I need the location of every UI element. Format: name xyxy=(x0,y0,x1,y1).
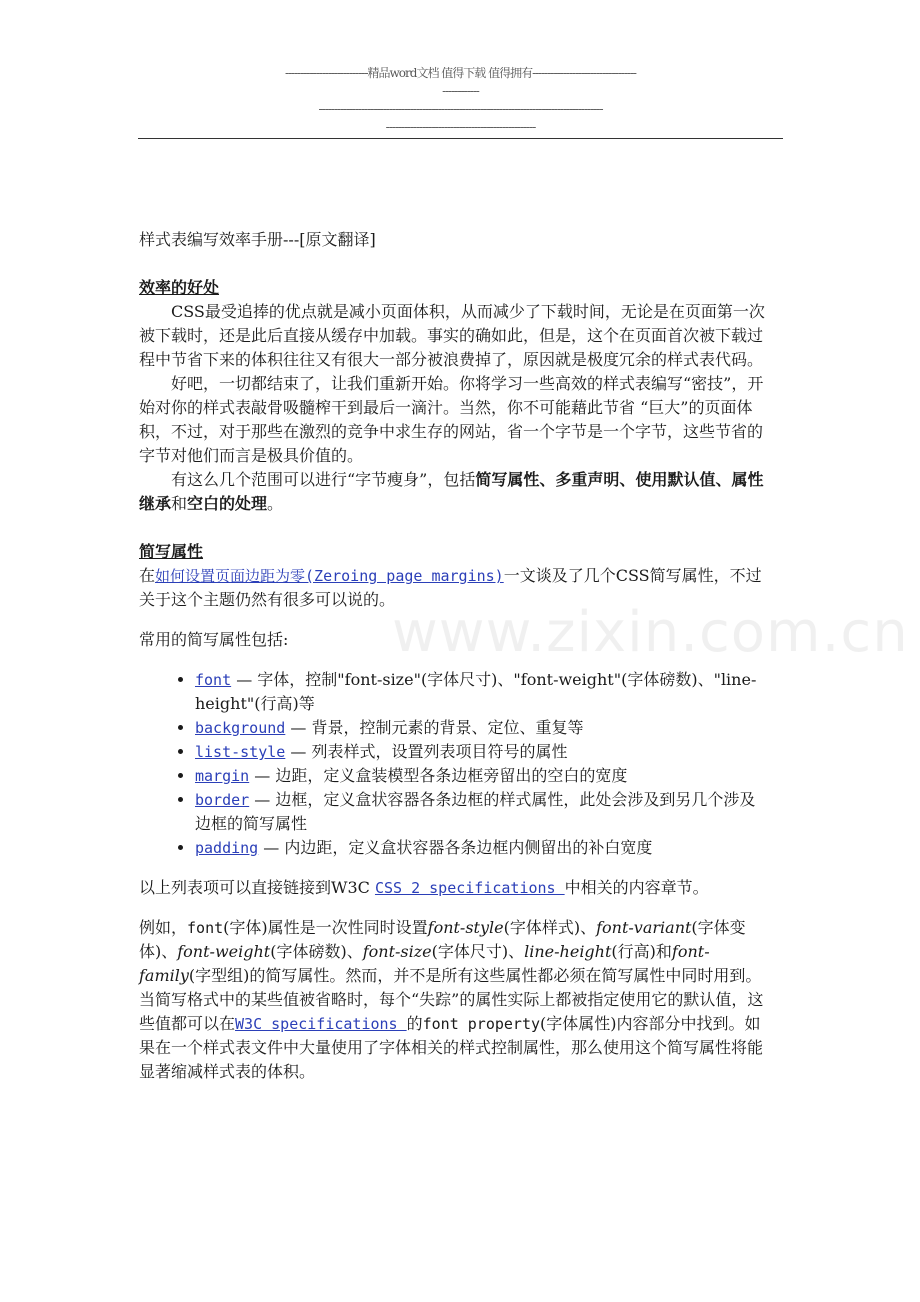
document-body xyxy=(139,228,771,1084)
bold-term: 使用默认值 xyxy=(635,470,716,489)
text: 、 xyxy=(539,470,556,489)
text: 、 xyxy=(715,470,732,489)
text: (字体)属性是一次性同时设置 xyxy=(223,918,428,937)
css2-spec-link[interactable]: CSS 2 specifications xyxy=(374,879,565,897)
bold-term: 多重声明 xyxy=(555,470,620,489)
text: 有这么几个范围可以进行“字节瘦身”，包括 xyxy=(171,470,476,489)
list-item-list-style xyxy=(195,740,771,764)
list-item-desc: — 内边距，定义盒状容器各条边框内侧留出的补白宽度 xyxy=(258,838,653,857)
zeroing-margins-link[interactable]: 如何设置页面边距为零(Zeroing page margins) xyxy=(155,567,504,585)
text: (字体样式)、 xyxy=(503,918,597,937)
text: 中相关的内容章节。 xyxy=(564,878,709,897)
w3c-spec-link[interactable]: W3C specifications xyxy=(235,1015,407,1033)
italic-term: font-weight xyxy=(177,942,271,961)
text: 在 xyxy=(139,566,156,585)
bold-term: 简写属性 xyxy=(475,470,540,489)
text: 的 xyxy=(406,1014,423,1033)
list-item-desc: — 字体，控制"font-size"(字体尺寸)、"font-weight"(字体磅数)、"line-height"(行高)等 xyxy=(195,670,757,713)
text: (字型组)的简写属性。然而，并不是所有这些属性都必须在简写属性中同时用到。当简写格式中的某些值被省略时，每个“失踪”的属性实际上都被指定使用它的默认值，这些值都可以在 xyxy=(139,966,764,1033)
italic-term: font-style xyxy=(427,918,504,937)
italic-term: line-height xyxy=(524,942,612,961)
paragraph-intro xyxy=(139,564,771,612)
list-item-border xyxy=(195,788,771,836)
page-header xyxy=(138,64,783,136)
code-term: font property xyxy=(422,1015,541,1033)
italic-term: font-variant xyxy=(596,918,692,937)
header-line-1: ---------------------------精品word文档 值得下载 值得拥有---------------------------------- xyxy=(285,66,636,80)
text: 以上列表项可以直接链接到W3C xyxy=(139,878,375,897)
text: 一文谈及了几个CSS简写属性，不过关于这个主题仍然有很多可以说的。 xyxy=(139,566,762,609)
text: 例如， xyxy=(139,918,188,937)
margin-link[interactable]: margin xyxy=(195,767,250,785)
font-link[interactable]: font xyxy=(195,671,232,689)
list-item-background xyxy=(195,716,771,740)
text: 和 xyxy=(171,494,188,513)
text: 。 xyxy=(267,494,284,513)
list-style-link[interactable]: list-style xyxy=(195,743,286,761)
paragraph-scope xyxy=(139,468,771,516)
list-item-desc: — 背景，控制元素的背景、定位、重复等 xyxy=(285,718,584,737)
header-line-2: ------------ xyxy=(442,84,479,98)
background-link[interactable]: background xyxy=(195,719,286,737)
border-link[interactable]: border xyxy=(195,791,250,809)
header-line-3: --------------------------------------------------------------------------------------------- xyxy=(318,102,603,116)
paragraph: CSS最受追捧的优点就是减小页面体积，从而减少了下载时间，无论是在页面第一次被下载时，还是此后直接从缓存中加载。事实的确如此，但是，这个在页面首次被下载过程中节省下来的体积往往又有很大一部分被浪费掉了，原因就是极度冗余的样式表代码。 xyxy=(139,302,765,369)
text: (字体尺寸)、 xyxy=(431,942,525,961)
section-heading-shorthand: 简写属性 xyxy=(139,542,204,561)
list-item-desc: — 边框，定义盒状容器各条边框的样式属性，此处会涉及到另几个涉及边框的简写属性 xyxy=(195,790,756,833)
list-item-margin xyxy=(195,764,771,788)
shorthand-list xyxy=(139,668,771,860)
text: (字体磅数)、 xyxy=(270,942,363,961)
document-title: 样式表编写效率手册---[原文翻译] xyxy=(139,230,376,249)
list-item-padding xyxy=(195,836,771,860)
padding-link[interactable]: padding xyxy=(195,839,259,857)
list-item-desc: — 边距，定义盒装模型各条边框旁留出的空白的宽度 xyxy=(249,766,628,785)
bold-term: 属性继承 xyxy=(139,470,764,513)
section-heading-efficiency: 效率的好处 xyxy=(139,278,220,297)
paragraph-common: 常用的简写属性包括: xyxy=(139,630,289,649)
list-item-font xyxy=(195,668,771,716)
text: (字体变体)、 xyxy=(139,918,746,961)
italic-term: font-family xyxy=(139,942,710,985)
italic-term: font-size xyxy=(362,942,432,961)
paragraph-links xyxy=(139,876,771,900)
text: (行高)和 xyxy=(611,942,672,961)
code-term: font xyxy=(187,919,224,937)
text: (字体属性)内容部分中找到。如果在一个样式表文件中大量使用了字体相关的样式控制属性，那么使用这个简写属性将能显著缩减样式表的体积。 xyxy=(139,1014,764,1081)
header-line-4: ------------------------------------------------- xyxy=(385,120,536,134)
watermark: www.zixin.com.cn xyxy=(392,600,909,665)
header-rule xyxy=(138,138,783,139)
paragraph-example xyxy=(139,916,771,1084)
paragraph: 好吧，一切都结束了，让我们重新开始。你将学习一些高效的样式表编写“密技”，开始对你的样式表敲骨吸髓榨干到最后一滴汁。当然，你不可能藉此节省 “巨大”的页面体积，不过，对于那些在激烈的竞争中求生存的网站，省一个字节是一个字节，这些节省的字节对他们而言是极具价值的。 xyxy=(139,374,764,465)
list-item-desc: — 列表样式，设置列表项目符号的属性 xyxy=(285,742,568,761)
bold-term: 空白的处理 xyxy=(187,494,268,513)
text: 、 xyxy=(619,470,636,489)
